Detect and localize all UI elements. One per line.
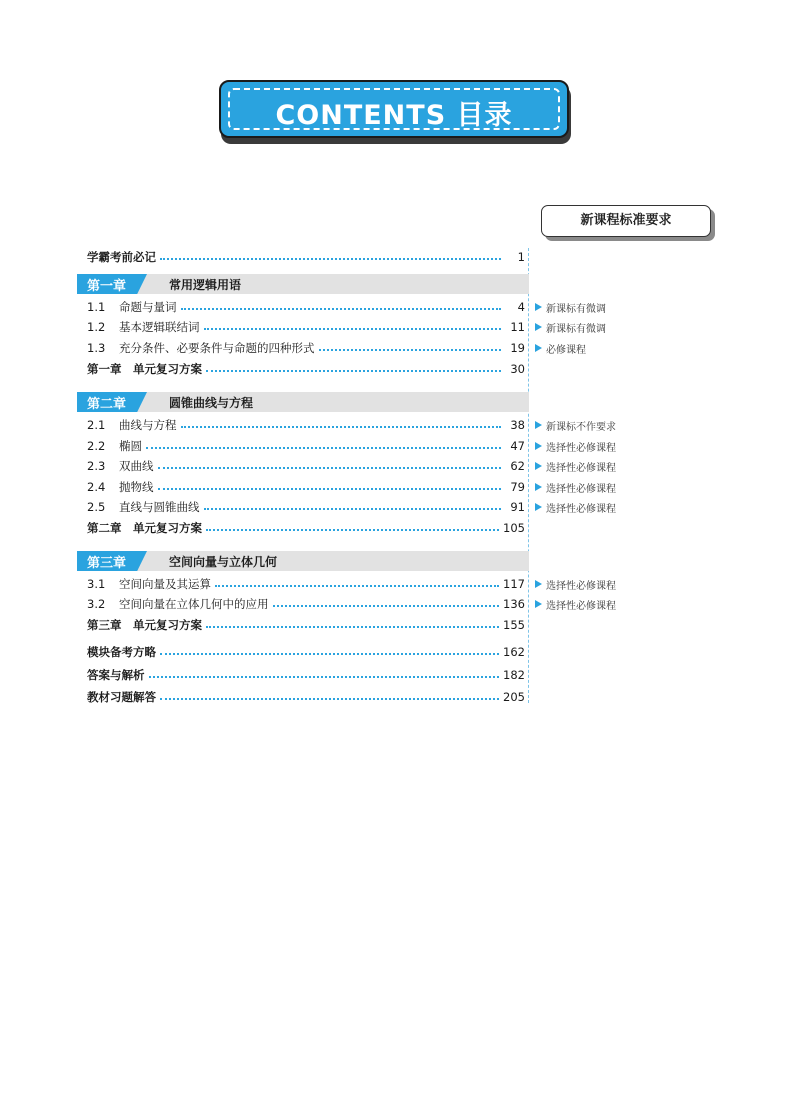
requirements-header: 新课程标准要求 [541, 205, 711, 237]
toc-page: 105 [503, 521, 525, 535]
toc-label: 命题与量词 [119, 300, 177, 314]
toc-page: 136 [503, 597, 525, 611]
arrow-icon [535, 442, 542, 450]
chapter-title: 圆锥曲线与方程 [169, 396, 254, 410]
toc-page: 4 [517, 300, 525, 314]
toc-page: 205 [503, 690, 525, 704]
toc-page: 19 [510, 341, 525, 355]
arrow-icon [535, 344, 542, 352]
toc-row-2-4[interactable] [87, 479, 525, 495]
toc-label: 第二章 单元复习方案 [87, 521, 202, 535]
leader-dots [160, 653, 499, 655]
toc-num: 2.2 [87, 439, 106, 453]
leader-dots [181, 308, 502, 310]
leader-dots [181, 426, 502, 428]
chapter-1-header[interactable] [77, 274, 529, 294]
toc-label: 椭圆 [119, 439, 142, 453]
toc-num: 2.1 [87, 418, 106, 432]
toc-row-2-5[interactable] [87, 499, 525, 515]
toc-row-exam-strategy[interactable] [87, 644, 525, 660]
toc-page: 117 [503, 577, 525, 591]
req-text: 选择性必修课程 [546, 600, 616, 612]
req-tag-1-3 [535, 341, 586, 355]
toc-label: 抛物线 [119, 480, 154, 494]
req-tag-2-3 [535, 459, 616, 473]
toc-page: 155 [503, 618, 525, 632]
toc-row-answers[interactable] [87, 667, 525, 683]
leader-dots [206, 626, 499, 628]
req-text: 选择性必修课程 [546, 580, 616, 592]
leader-dots [206, 529, 499, 531]
toc-row-2-3[interactable] [87, 458, 525, 474]
leader-dots [273, 605, 500, 607]
chapter-tag: 第二章 [87, 397, 127, 412]
toc-page: 182 [503, 668, 525, 682]
leader-dots [160, 258, 501, 260]
toc-row-1-3[interactable] [87, 340, 525, 356]
toc-row-ch3-review[interactable] [87, 617, 525, 633]
toc-page: 62 [510, 459, 525, 473]
chapter-3-header[interactable] [77, 551, 529, 571]
toc-row-3-2[interactable] [87, 596, 525, 612]
req-text: 选择性必修课程 [546, 483, 616, 495]
toc-row-textbook-solutions[interactable] [87, 689, 525, 705]
req-tag-2-5 [535, 500, 616, 514]
toc-row-ch1-review[interactable] [87, 361, 525, 377]
req-tag-3-1 [535, 577, 616, 591]
toc-page: 30 [510, 362, 525, 376]
req-text: 新课标不作要求 [546, 421, 616, 433]
toc-label: 模块备考方略 [87, 645, 156, 659]
page-title: CONTENTS 目录 [275, 100, 513, 131]
toc-label: 教材习题解答 [87, 690, 156, 704]
toc-row-intro[interactable] [87, 249, 525, 265]
toc-label: 曲线与方程 [119, 418, 177, 432]
column-divider [528, 248, 529, 703]
req-tag-2-2 [535, 439, 616, 453]
toc-label: 基本逻辑联结词 [119, 320, 200, 334]
arrow-icon [535, 483, 542, 491]
arrow-icon [535, 323, 542, 331]
toc-num: 1.3 [87, 341, 106, 355]
toc-label: 空间向量在立体几何中的应用 [119, 597, 269, 611]
contents-banner [219, 80, 569, 138]
toc-num: 1.1 [87, 300, 106, 314]
toc-page: 1 [517, 250, 525, 264]
chapter-2-header[interactable] [77, 392, 529, 412]
leader-dots [319, 349, 502, 351]
arrow-icon [535, 503, 542, 511]
chapter-title: 常用逻辑用语 [169, 278, 242, 292]
toc-label: 第一章 单元复习方案 [87, 362, 202, 376]
leader-dots [158, 467, 502, 469]
toc-label: 第三章 单元复习方案 [87, 618, 202, 632]
leader-dots [204, 328, 502, 330]
toc-num: 3.2 [87, 597, 106, 611]
arrow-icon [535, 600, 542, 608]
req-text: 新课标有微调 [546, 303, 606, 315]
arrow-icon [535, 580, 542, 588]
req-tag-1-2 [535, 320, 606, 334]
leader-dots [158, 488, 502, 490]
leader-dots [215, 585, 499, 587]
req-tag-3-2 [535, 597, 616, 611]
chapter-title: 空间向量与立体几何 [169, 555, 278, 569]
toc-label: 充分条件、必要条件与命题的四种形式 [119, 341, 315, 355]
toc-page: 38 [510, 418, 525, 432]
toc-num: 3.1 [87, 577, 106, 591]
toc-page: 11 [510, 320, 525, 334]
toc-row-3-1[interactable] [87, 576, 525, 592]
chapter-tag: 第一章 [87, 279, 127, 294]
arrow-icon [535, 303, 542, 311]
toc-label: 双曲线 [119, 459, 154, 473]
toc-label: 答案与解析 [87, 668, 145, 682]
arrow-icon [535, 462, 542, 470]
toc-num: 2.3 [87, 459, 106, 473]
req-text: 必修课程 [546, 344, 586, 356]
leader-dots [160, 698, 499, 700]
toc-label: 空间向量及其运算 [119, 577, 211, 591]
toc-row-2-1[interactable] [87, 417, 525, 433]
toc-num: 2.5 [87, 500, 106, 514]
req-tag-1-1 [535, 300, 606, 314]
req-tag-2-4 [535, 480, 616, 494]
toc-page: 47 [510, 439, 525, 453]
toc-row-2-2[interactable] [87, 438, 525, 454]
toc-num: 2.4 [87, 480, 106, 494]
arrow-icon [535, 421, 542, 429]
toc-row-1-1[interactable] [87, 299, 525, 315]
toc-label: 直线与圆锥曲线 [119, 500, 200, 514]
req-text: 选择性必修课程 [546, 503, 616, 515]
toc-row-ch2-review[interactable] [87, 520, 525, 536]
toc-row-1-2[interactable] [87, 319, 525, 335]
toc-page: 79 [510, 480, 525, 494]
toc-page: 91 [510, 500, 525, 514]
chapter-tag: 第三章 [87, 556, 127, 571]
toc-label: 学霸考前必记 [87, 250, 156, 264]
req-text: 选择性必修课程 [546, 462, 616, 474]
leader-dots [146, 447, 501, 449]
leader-dots [149, 676, 500, 678]
leader-dots [206, 370, 501, 372]
toc-page: 162 [503, 645, 525, 659]
req-tag-2-1 [535, 418, 616, 432]
toc-num: 1.2 [87, 320, 106, 334]
req-text: 选择性必修课程 [546, 442, 616, 454]
leader-dots [204, 508, 502, 510]
req-text: 新课标有微调 [546, 323, 606, 335]
